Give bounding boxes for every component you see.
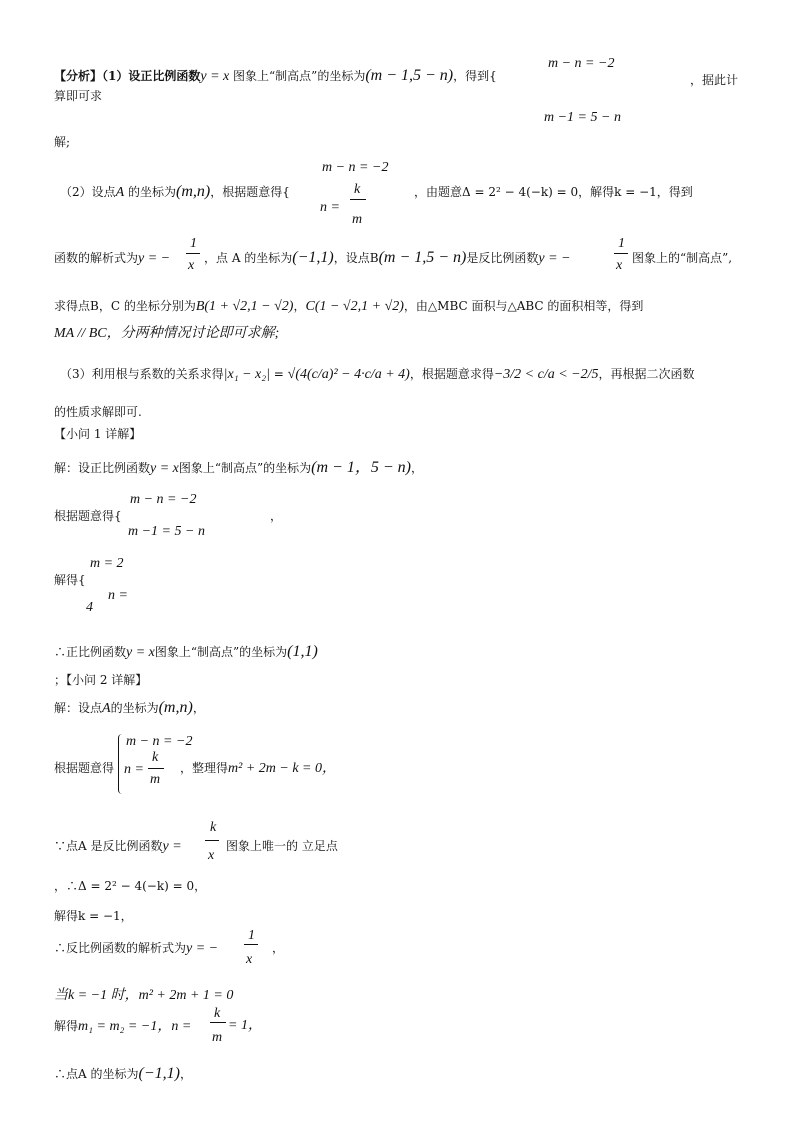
y-expr: y =	[162, 839, 182, 854]
text: ，	[293, 299, 306, 313]
q2-by: 根据题意得	[54, 761, 115, 775]
text: 的坐标为	[110, 701, 159, 715]
fraction-bar	[350, 199, 366, 200]
q2-m: m	[150, 772, 161, 787]
text: 图象上“制高点”的坐标为	[229, 69, 366, 83]
text: 图象上“制高点”的坐标为	[178, 461, 312, 475]
fraction-num: 1	[618, 236, 625, 251]
coord-expr: (m − 1，5 − n)	[311, 459, 411, 476]
coord-expr: (m,n)	[158, 699, 193, 716]
q2-tidy	[180, 760, 336, 777]
coord-expr: (m − 1,5 − n)	[365, 67, 454, 84]
analysis-p1-solve: 解;	[54, 135, 71, 149]
func-expr: y = x	[150, 461, 179, 476]
text: 函数的解析式为	[54, 251, 139, 265]
q2-line8	[54, 1018, 191, 1035]
text: ∴反比例函数的解析式为	[54, 941, 187, 955]
analysis-p1-line2: 算即可求	[54, 89, 103, 103]
q2-line6	[54, 940, 218, 957]
analysis-p3-line1	[60, 366, 695, 383]
text: ，	[192, 701, 205, 715]
q2-line6b: ，	[272, 941, 285, 955]
q1-4: 4	[86, 600, 93, 615]
abs-diff: |x₁ − x₂|	[223, 367, 270, 382]
fraction-bar	[205, 840, 219, 841]
analysis-p2-m: m	[352, 212, 363, 227]
q2-line7: 当k = −1 时，m² + 2m + 1 = 0	[54, 988, 234, 1003]
y-expr: y = −	[138, 251, 171, 266]
fraction-bar	[210, 1022, 226, 1023]
q2-line9	[54, 1066, 192, 1082]
fraction-bar	[148, 768, 164, 769]
sqrt-expr: √(4(c/a)² − 4·c/a + 4)	[287, 367, 410, 382]
inequality: −3/2 < c/a < −2/5	[493, 367, 599, 382]
analysis-p2-eq1: m − n = −2	[322, 160, 389, 175]
q2-line1	[54, 700, 205, 717]
q1-eq1: m − n = −2	[130, 492, 197, 507]
coord-expr: (m − 1,5 − n)	[378, 249, 467, 266]
q1-by: 根据题意得{	[54, 509, 122, 523]
coord-expr: (−1,1)	[292, 249, 334, 266]
q1-sol2: n =	[108, 588, 128, 603]
text: ∴正比例函数	[54, 645, 127, 659]
q2-title: ；【小问 2 详解】	[54, 673, 148, 687]
analysis-p2-line1	[60, 184, 290, 201]
point-A: A	[102, 701, 111, 716]
fraction-den: x	[616, 258, 623, 273]
analysis-p2-line2-tail: 图象上的“制高点”,	[632, 251, 733, 265]
text: ，设点B	[333, 251, 379, 265]
text: （3）利用根与系数的关系求得	[60, 367, 224, 381]
analysis-p1-tail: ，据此计	[690, 73, 739, 87]
func-expr: y = x	[200, 69, 230, 84]
point-C-coord: C(1 − √2,1 + √2)	[305, 299, 404, 314]
text: 求得点B，C 的坐标分别为	[54, 299, 196, 313]
analysis-p1-line1	[54, 68, 497, 85]
text: ，根据题意得{	[210, 185, 290, 199]
text: （2）设点	[60, 185, 116, 199]
n-expr: n =	[171, 1019, 192, 1034]
analysis-p3-line2: 的性质求解即可.	[54, 405, 142, 419]
fraction-den: x	[188, 258, 195, 273]
q2-n: n =	[124, 762, 144, 777]
text: ∴点A 的坐标为	[54, 1067, 139, 1081]
text: ，根据题意求得	[409, 367, 494, 381]
text: ，整理得	[180, 761, 229, 775]
analysis-p2-line2	[54, 250, 170, 267]
q1-solve: 解得{	[54, 573, 86, 587]
q1-sol1: m = 2	[90, 556, 124, 571]
q2-x-den: x	[208, 848, 215, 863]
fraction-num: 1	[190, 236, 197, 251]
q2-line4: ，∴Δ = 2² − 4(−k) = 0，	[54, 879, 207, 893]
text: =	[273, 367, 284, 381]
q2-line3b: 图象上唯一的 立足点	[226, 839, 338, 853]
text: 解得	[54, 1019, 79, 1033]
text: ，	[179, 1067, 192, 1081]
text: ，	[410, 461, 423, 475]
coord-expr: (1,1)	[287, 643, 318, 660]
analysis-label: 【分析】（1）设正比例函数	[54, 69, 201, 83]
analysis-p2-k: k	[354, 182, 361, 197]
q2-k: k	[152, 750, 159, 765]
analysis-p2-n: n =	[320, 200, 340, 215]
fraction-bar	[614, 253, 628, 254]
text: ，再根据二次函数	[598, 367, 695, 381]
analysis-p2-delta: ，由题意Δ = 2² − 4(−k) = 0，解得k = −1，得到	[414, 185, 693, 199]
q2-eq1: m − n = −2	[126, 734, 193, 749]
y-expr: y = −	[186, 941, 219, 956]
q2-line3	[54, 838, 182, 855]
q2-k-num2: k	[214, 1006, 221, 1021]
y-expr: y = −	[538, 251, 571, 266]
point-B-coord: B(1 + √2,1 − √2)	[195, 299, 294, 314]
text: 解：设点	[54, 701, 103, 715]
q2-1-num: 1	[248, 928, 255, 943]
fraction-bar	[244, 944, 258, 945]
text: ，点 A 的坐标为	[204, 251, 293, 265]
q2-k-num: k	[210, 820, 217, 835]
q2-line8b: = 1，	[228, 1018, 262, 1033]
equation: m₁ = m₂ = −1，	[78, 1019, 172, 1034]
func-expr: y = x	[126, 645, 155, 660]
fraction-bar	[186, 253, 200, 254]
analysis-p1-eq1: m − n = −2	[548, 56, 615, 71]
q2-x-den: x	[246, 952, 253, 967]
q1-comma: ，	[270, 509, 283, 523]
q2-line5: 解得k = −1，	[54, 909, 133, 923]
q1-line1	[54, 460, 423, 477]
text: ，由△MBC 面积与△ABC 的面积相等，得到	[403, 299, 644, 313]
analysis-p2-line4: MA // BC，分两种情况讨论即可求解;	[54, 326, 280, 341]
text: ，得到{	[453, 69, 497, 83]
q1-eq2: m −1 = 5 − n	[128, 524, 205, 539]
analysis-p1-eq2: m −1 = 5 − n	[544, 110, 621, 125]
equation: m² + 2m − k = 0，	[228, 761, 336, 776]
point-A: A	[115, 185, 125, 200]
coord-expr: (m,n)	[176, 183, 211, 200]
text: 的坐标为	[124, 185, 177, 199]
text: 图象上“制高点”的坐标为	[154, 645, 288, 659]
q1-line4	[54, 644, 318, 661]
q2-m-den: m	[212, 1030, 223, 1045]
text: 解：设正比例函数	[54, 461, 151, 475]
analysis-p2-line2-rest	[204, 250, 571, 267]
text: 是反比例函数	[466, 251, 539, 265]
text: ∵点A 是反比例函数	[54, 839, 163, 853]
analysis-p2-line3	[54, 298, 643, 315]
q1-title: 【小问 1 详解】	[54, 427, 142, 441]
coord-expr: (−1,1)	[138, 1065, 180, 1082]
